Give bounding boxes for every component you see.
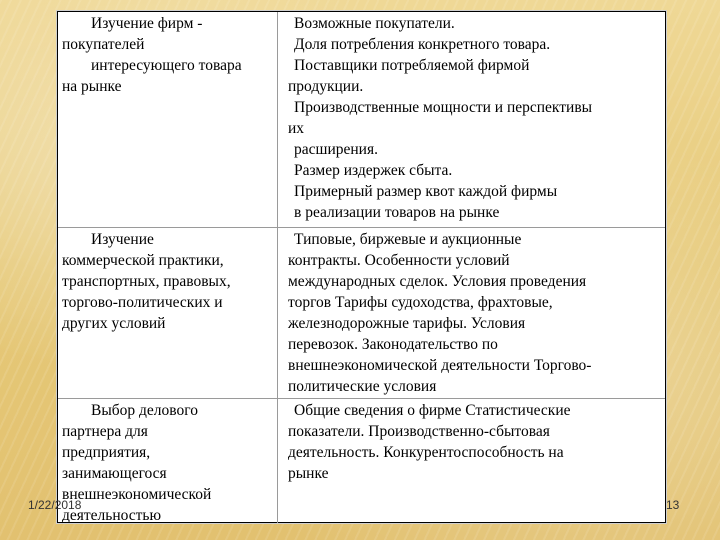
cell-text: в реализации товаров на рынке <box>294 204 500 221</box>
cell-text: международных сделок. Условия проведения <box>288 273 587 290</box>
cell-text: Производственные мощности и перспективы <box>294 99 593 116</box>
slide-number: 13 <box>666 498 680 512</box>
cell-text: рынке <box>288 465 329 482</box>
research-table <box>57 11 666 523</box>
cell-text: Примерный размер квот каждой фирмы <box>294 183 558 200</box>
cell-text: Изучение фирм - <box>91 15 203 32</box>
row-details-cell <box>284 228 667 398</box>
cell-text: Изучение <box>91 231 154 248</box>
cell-text: транспортных, правовых, <box>62 273 231 290</box>
row-details-cell <box>284 399 667 523</box>
row-topic-cell <box>58 12 278 227</box>
row-details-cell <box>284 12 667 227</box>
cell-text: покупателей <box>62 36 145 53</box>
cell-text: коммерческой практики, <box>62 252 224 269</box>
cell-text: деятельностью <box>62 507 162 523</box>
cell-text: внешнеэкономической деятельности Торгово- <box>288 357 592 374</box>
cell-text: торгов Тарифы судоходства, фрахтовые, <box>288 294 553 311</box>
cell-text: занимающегося <box>62 465 167 482</box>
table-row <box>58 399 665 523</box>
cell-text: Поставщики потребляемой фирмой <box>294 57 530 74</box>
cell-text: Возможные покупатели. <box>294 15 455 32</box>
cell-text: продукции. <box>288 78 364 95</box>
slide-date: 1/22/2018 <box>28 498 82 512</box>
table-row <box>58 12 665 228</box>
row-topic-cell <box>58 228 278 398</box>
cell-text: Общие сведения о фирме Статистические <box>294 402 571 419</box>
cell-text: партнера для <box>62 423 148 440</box>
cell-text: перевозок. Законодательство по <box>288 336 498 353</box>
cell-text: железнодорожные тарифы. Условия <box>288 315 526 332</box>
cell-text: их <box>288 120 305 137</box>
cell-text: расширения. <box>294 141 378 158</box>
cell-text: предприятия, <box>62 444 151 461</box>
cell-text: Типовые, биржевые и аукционные <box>294 231 522 248</box>
cell-text: показатели. Производственно-сбытовая <box>288 423 550 440</box>
cell-text: Выбор делового <box>91 402 198 419</box>
cell-text: на рынке <box>62 78 122 95</box>
cell-text: торгово-политических и <box>62 294 223 311</box>
cell-text: других условий <box>62 315 166 332</box>
cell-text: интересующего товара <box>91 57 242 74</box>
row-topic-cell <box>58 399 278 523</box>
table-row <box>58 228 665 399</box>
cell-text: деятельность. Конкурентоспособность на <box>288 444 564 461</box>
cell-text: внешнеэкономической <box>62 486 212 503</box>
cell-text: политические условия <box>288 378 437 395</box>
cell-text: Доля потребления конкретного товара. <box>294 36 551 53</box>
cell-text: Размер издержек сбыта. <box>294 162 453 179</box>
cell-text: контракты. Особенности условий <box>288 252 510 269</box>
